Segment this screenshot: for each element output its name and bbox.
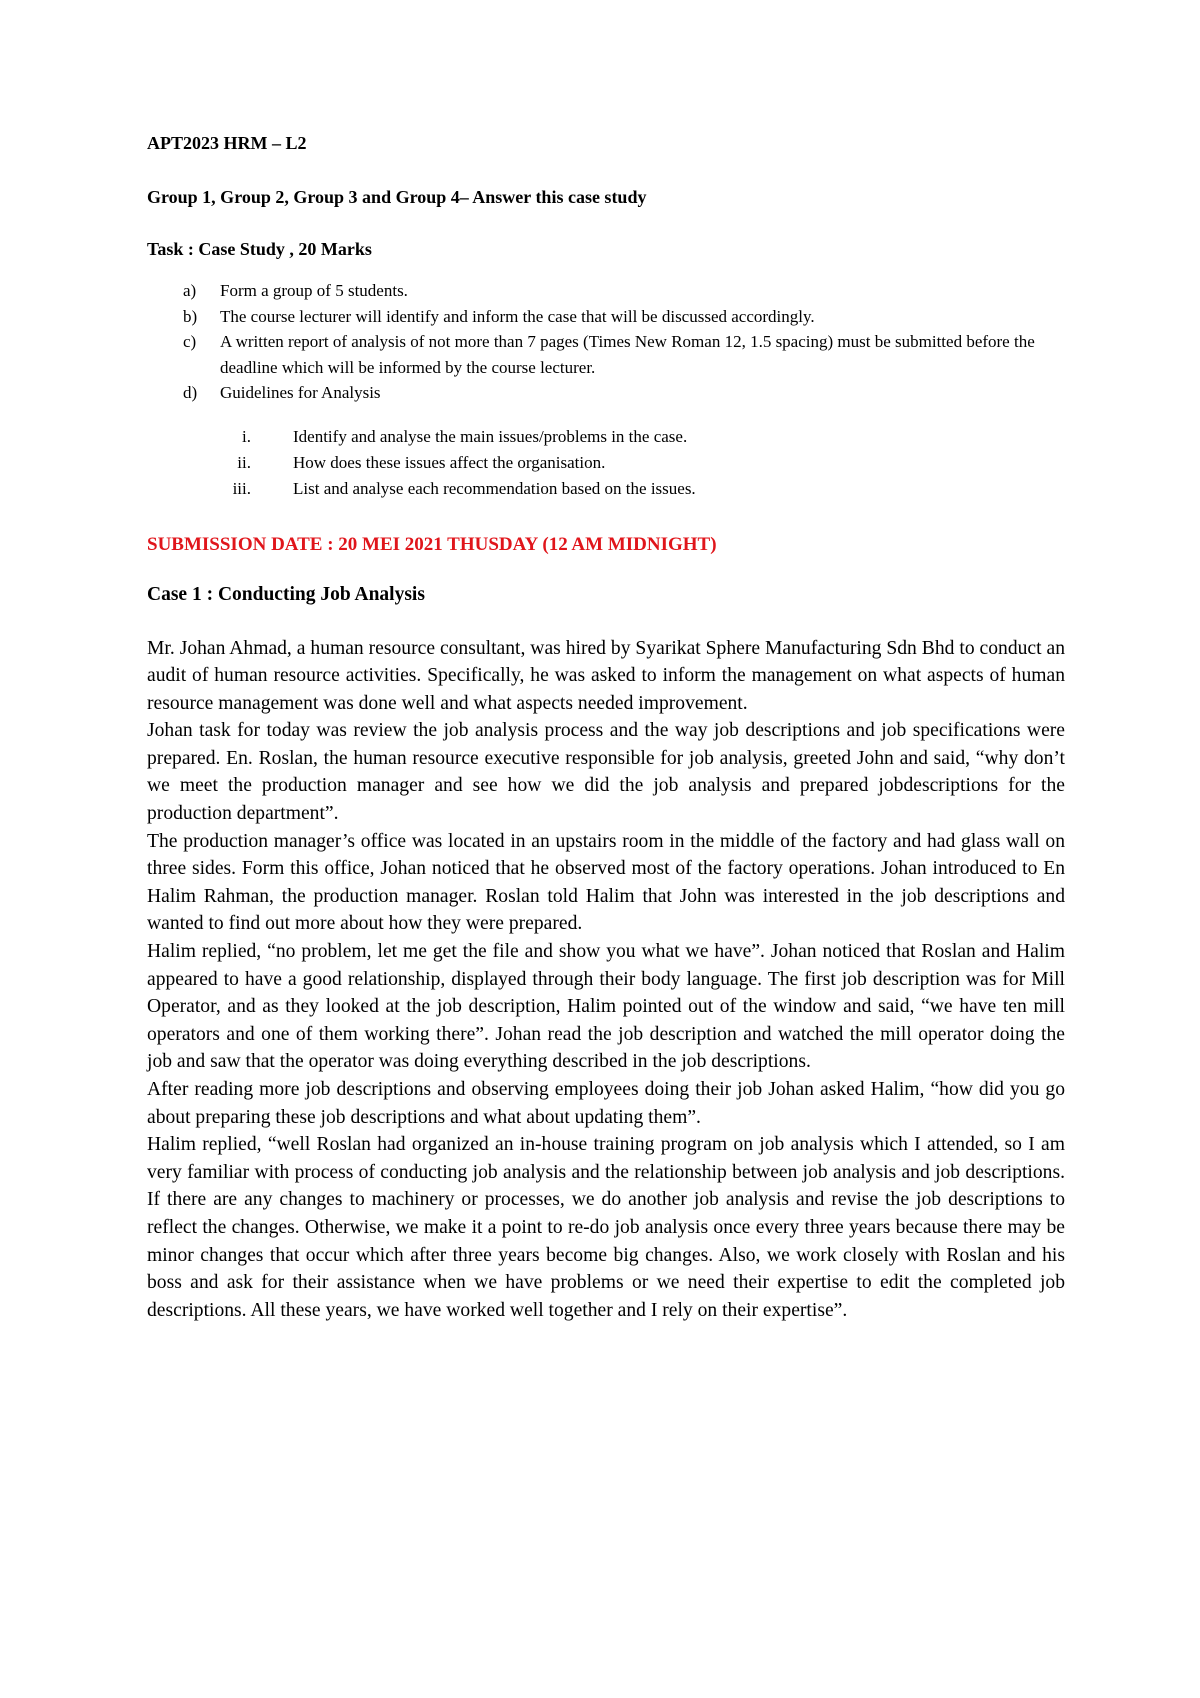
- instruction-item: [147, 380, 1065, 406]
- guideline-text: List and analyse each recommendation based on the issues.: [293, 478, 696, 498]
- document-page: [147, 130, 1065, 1324]
- list-marker: a): [183, 281, 197, 300]
- instruction-text: A written report of analysis of not more than 7 pages (Times New Roman 12, 1.5 spacing) must be submitted before the deadline which will be informed by the course lecturer.: [220, 332, 1035, 377]
- instruction-item: [147, 329, 1065, 380]
- list-marker: c): [183, 332, 197, 351]
- course-code-heading: APT2023 HRM – L2: [147, 133, 307, 153]
- list-marker: b): [183, 306, 198, 326]
- list-marker: i.: [242, 426, 251, 446]
- guideline-item: [147, 450, 1065, 476]
- list-marker: iii.: [232, 478, 251, 498]
- instructions-list: [147, 278, 1065, 406]
- case-paragraph: Halim replied, “no problem, let me get the file and show you what we have”. Johan noticed that Roslan and Halim appeared to have a good relationship, displayed through their body language. The first job description was for Mill Operator, and as they looked at the job description, Halim pointed out of the window and said, “we have ten mill operators and one of them working there”. Johan read the job description and watched the mill operator doing the job and saw that the operator was doing everything described in the job descriptions.: [147, 941, 1065, 1073]
- guideline-item: [147, 424, 1065, 450]
- case-paragraph: Johan task for today was review the job analysis process and the way job descriptions and job specifications were prepared. En. Roslan, the human resource executive responsible for job analysis, greeted John and said, “why don’t we meet the production manager and see how we did the job analysis and prepared jobdescriptions for the production department”.: [147, 720, 1065, 825]
- case-paragraph: The production manager’s office was located in an upstairs room in the middle of the factory and had glass wall on three sides. Form this office, Johan noticed that he observed most of the factory operations. Johan introduced to En Halim Rahman, the production manager. Roslan told Halim that John was interested in the job descriptions and wanted to find out more about how they were prepared.: [147, 830, 1065, 935]
- case-paragraph: Mr. Johan Ahmad, a human resource consultant, was hired by Syarikat Sphere Manufacturing Sdn Bhd to conduct an audit of human resource activities. Specifically, he was asked to inform the management on what aspects of human resource management was done well and what aspects needed improvement.: [147, 637, 1065, 714]
- instruction-item: [147, 304, 1065, 330]
- submission-date: SUBMISSION DATE : 20 MEI 2021 THUSDAY (12 AM MIDNIGHT): [147, 533, 717, 555]
- instruction-text: Form a group of 5 students.: [220, 281, 408, 300]
- instruction-text: The course lecturer will identify and inform the case that will be discussed accordingly.: [220, 306, 815, 326]
- case-paragraph: After reading more job descriptions and observing employees doing their job Johan asked Halim, “how did you go about preparing these job descriptions and what about updating them”.: [147, 1079, 1065, 1128]
- instruction-text: Guidelines for Analysis: [220, 383, 381, 402]
- guideline-text: Identify and analyse the main issues/problems in the case.: [293, 426, 688, 446]
- list-marker: ii.: [237, 452, 251, 472]
- guidelines-list: [147, 424, 1065, 502]
- task-heading: Task : Case Study , 20 Marks: [147, 239, 372, 259]
- instruction-item: [147, 278, 1065, 304]
- case-paragraph: Halim replied, “well Roslan had organized an in-house training program on job analysis which I attended, so I am very familiar with process of conducting job analysis and the relationship between job analysis and job descriptions. If there are any changes to machinery or processes, we do another job analysis and revise the job descriptions to reflect the changes. Otherwise, we make it a point to re-do job analysis once every three years because there may be minor changes that occur which after three years become big changes. Also, we work closely with Roslan and his boss and ask for their assistance when we have problems or we need their expertise to edit the completed job descriptions. All these years, we have worked well together and I rely on their expertise”.: [147, 1134, 1065, 1321]
- groups-heading: Group 1, Group 2, Group 3 and Group 4– Answer this case study: [147, 187, 647, 207]
- guideline-text: How does these issues affect the organisation.: [293, 452, 606, 472]
- case-title: Case 1 : Conducting Job Analysis: [147, 583, 425, 605]
- guideline-item: [147, 476, 1065, 502]
- case-body: [147, 635, 1065, 1325]
- list-marker: d): [183, 383, 198, 402]
